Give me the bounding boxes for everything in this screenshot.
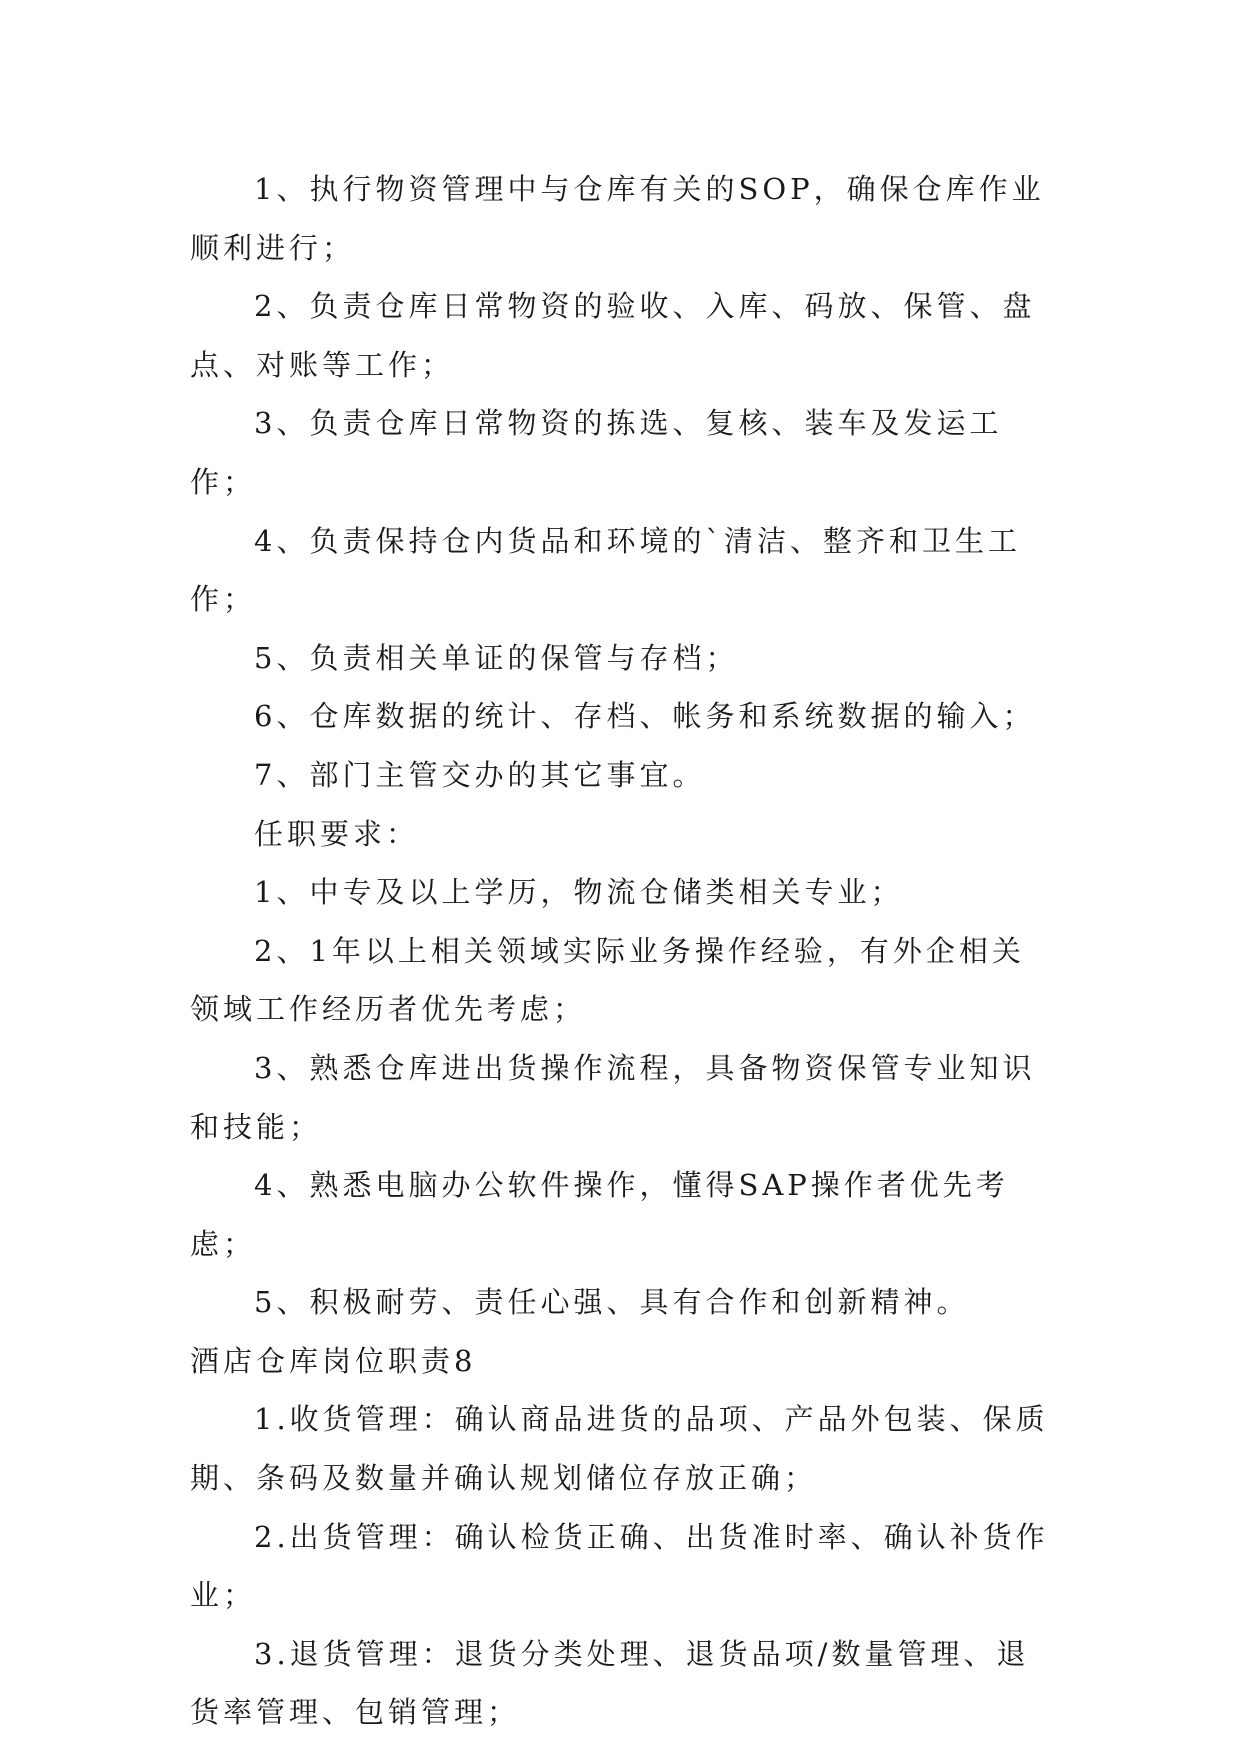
paragraph: 3、负责仓库日常物资的拣选、复核、装车及发运工作；	[190, 406, 1003, 499]
paragraph: 2.出货管理：确认检货正确、出货准时率、确认补货作业；	[190, 1519, 1049, 1613]
section-heading-requirements: 任职要求：	[254, 816, 420, 851]
paragraph: 3、熟悉仓库进出货操作流程，具备物资保管专业知识和技能；	[190, 1050, 1036, 1144]
paragraph: 4、熟悉电脑办公软件操作，懂得SAP操作者优先考虑；	[190, 1168, 1009, 1261]
section-title: 酒店仓库岗位职责8	[190, 1343, 477, 1378]
paragraph: 3.退货管理：退货分类处理、退货品项/数量管理、退货率管理、包销管理；	[190, 1636, 1030, 1730]
paragraph: 6、仓库数据的统计、存档、帐务和系统数据的输入；	[254, 699, 1036, 734]
paragraph: 5、积极耐劳、责任心强、具有合作和创新精神。	[254, 1285, 970, 1320]
paragraph: 7、部门主管交办的其它事宜。	[254, 757, 706, 792]
paragraph: 2、负责仓库日常物资的验收、入库、码放、保管、盘点、对账等工作；	[190, 289, 1036, 382]
document-body	[190, 160, 1050, 1742]
paragraph: 4、负责保持仓内货品和环境的`清洁、整齐和卫生工作；	[190, 523, 1021, 617]
paragraph: 1.收货管理：确认商品进货的品项、产品外包装、保质期、条码及数量并确认规划储位存放正确；	[190, 1402, 1049, 1496]
paragraph: 1、执行物资管理中与仓库有关的SOP，确保仓库作业顺利进行；	[190, 172, 1045, 265]
paragraph: 1、中专及以上学历，物流仓储类相关专业；	[254, 875, 904, 910]
paragraph: 5、负责相关单证的保管与存档；	[254, 640, 739, 675]
paragraph: 2、1年以上相关领域实际业务操作经验，有外企相关领域工作经历者优先考虑；	[190, 933, 1025, 1027]
